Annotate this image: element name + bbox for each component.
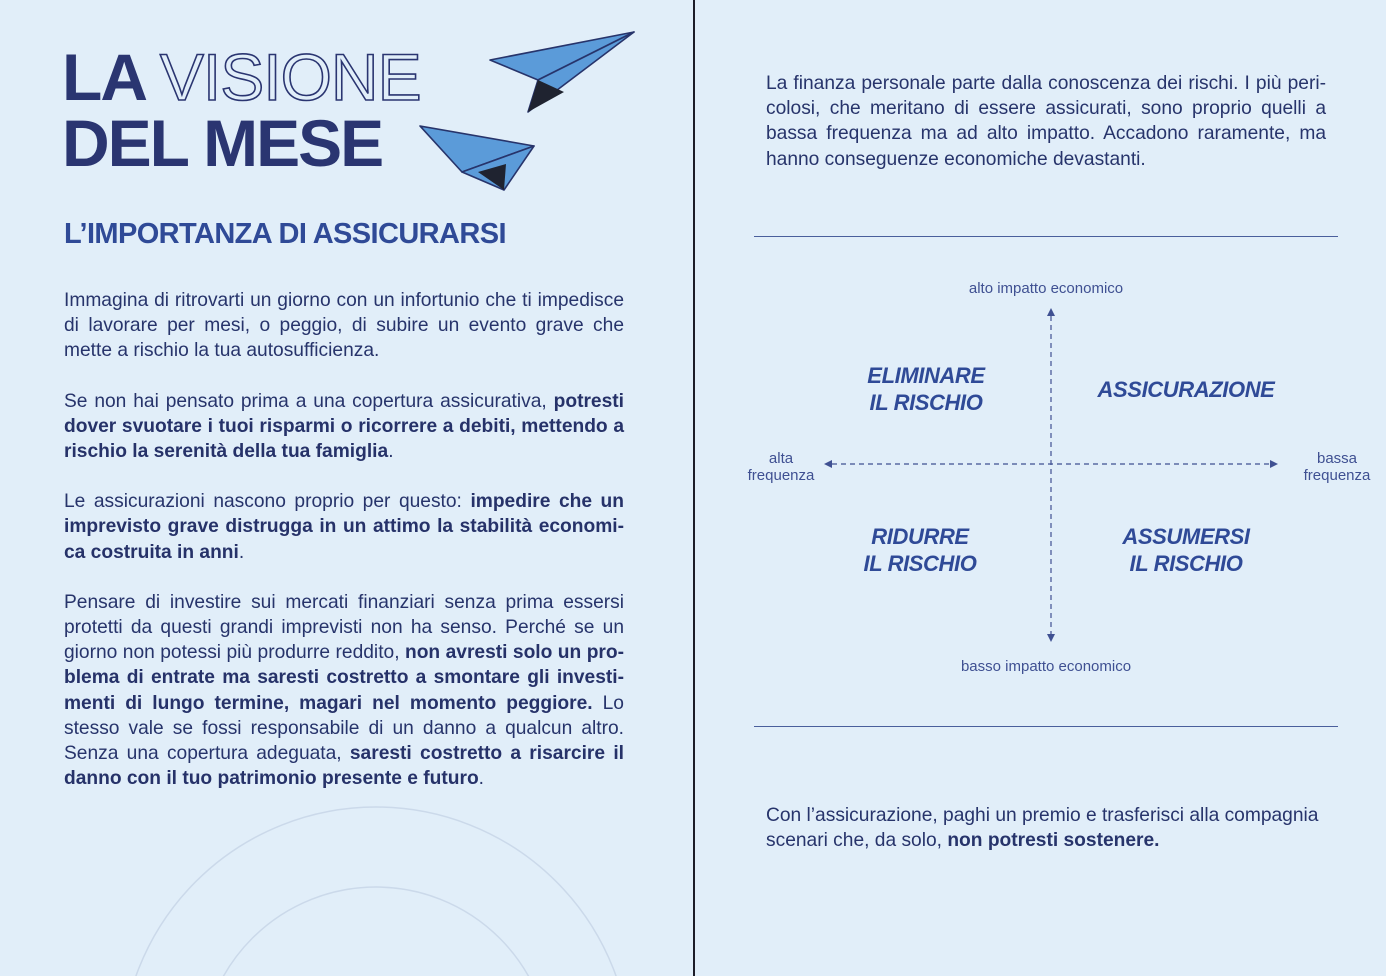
paragraph-3-text: Le assicurazioni nascono proprio per questo:: [64, 491, 471, 513]
outro-bold: non potresti sostenere.: [947, 830, 1160, 852]
top-rule: [754, 236, 1338, 237]
quadrant-ridurre-line1: RIDURRE: [871, 524, 969, 549]
page-title: [62, 40, 421, 180]
axis-label-left-line1: alta: [768, 450, 794, 467]
axis-label-left: [736, 450, 826, 484]
paragraph-2-end: .: [388, 441, 394, 463]
paragraph-4-text: Pensare di investire sui mercati finanziari senza prima essersi protetti da questi grandi imprevisti non ha senso. Perché se un giorno non potessi più produrre reddito,: [64, 591, 624, 664]
section-subtitle: L’IMPORTANZA DI ASSICURARSI: [64, 218, 506, 250]
paragraph-4-text-2: Lo stesso vale se fossi responsabile di un danno a qualcun altro. Senza una copertura adeguata,: [64, 692, 624, 765]
paragraph-4-bold-1: non avresti solo un problema di entrate ma saresti costretto a smontare gli investimenti di lungo termine, magari nel momento peggiore.: [64, 642, 624, 714]
quadrant-ridurre: [820, 523, 1020, 577]
arrow-down-icon: [1047, 634, 1055, 642]
paragraph-4-bold-2: saresti costretto a risarcire il danno con il tuo patrimonio presente e futuro: [64, 743, 624, 790]
paragraph-3-end: .: [238, 541, 245, 563]
arrow-right-icon: [1270, 460, 1278, 468]
title-line-del-mese: DEL MESE: [62, 106, 383, 180]
paper-plane-icon: [488, 30, 636, 114]
paragraph-3-bold: impedire che un imprevisto grave distrugga in un attimo la stabilità economica costruita in anni: [64, 491, 624, 563]
outro-paragraph: [766, 803, 1346, 853]
risk-matrix: [696, 240, 1386, 724]
axis-label-right-line2: frequenza: [1303, 467, 1371, 484]
quadrant-assicurazione: ASSICURAZIONE: [1097, 377, 1275, 402]
axis-label-right: [1292, 450, 1382, 484]
article-body: [64, 288, 624, 816]
axis-label-top: alto impatto economico: [968, 280, 1124, 297]
paragraph-2-text: Se non hai pensato prima a una copertura assicurativa,: [64, 390, 554, 412]
bottom-rule: [754, 726, 1338, 727]
right-page: [696, 0, 1386, 976]
paragraph-3: [64, 489, 624, 565]
quadrant-eliminare: [826, 362, 1026, 416]
title-word-la: LA: [62, 40, 144, 114]
decorative-arcs: [0, 780, 694, 976]
paragraph-4-end: .: [478, 768, 485, 790]
paragraph-2: [64, 389, 624, 465]
axis-label-bottom: basso impatto economico: [960, 658, 1132, 675]
paragraph-4: [64, 590, 624, 792]
page-divider: [693, 0, 695, 976]
quadrant-assumersi: [1086, 523, 1286, 577]
paragraph-2-bold: potresti dover svuotare i tuoi risparmi o ricorrere a debiti, mettendo a rischio la serenità della tua famiglia: [64, 390, 624, 463]
title-word-visione: VISIONE: [159, 40, 421, 114]
outro-text: Con l’assicurazione, paghi un premio e trasferisci alla compagnia scenari che, da solo,: [766, 805, 1319, 852]
axis-label-right-line1: bassa: [1316, 450, 1358, 467]
quadrant-assumersi-line1: ASSUMERSI: [1122, 524, 1250, 549]
quadrant-ridurre-line2: IL RISCHIO: [863, 551, 977, 576]
quadrant-eliminare-line2: IL RISCHIO: [869, 390, 983, 415]
arrow-up-icon: [1047, 308, 1055, 316]
quadrant-assumersi-line2: IL RISCHIO: [1129, 551, 1243, 576]
paragraph-1: Immagina di ritrovarti un giorno con un infortunio che ti impedisce di lavorare per mesi, o peggio, di subire un evento grave che mette a rischio la tua autosufficienza.: [64, 290, 624, 362]
axis-label-left-line2: frequenza: [747, 467, 815, 484]
quadrant-eliminare-line1: ELIMINARE: [867, 363, 985, 388]
paper-plane-small-icon: [418, 124, 536, 192]
intro-paragraph: La finanza personale parte dalla conoscenza dei rischi. I più pericolosi, che meritano di essere assicurati, sono proprio quelli a bassa frequenza ma ad alto impatto. Accadono raramente, ma hanno conseguenze economiche devastanti.: [766, 73, 1326, 170]
